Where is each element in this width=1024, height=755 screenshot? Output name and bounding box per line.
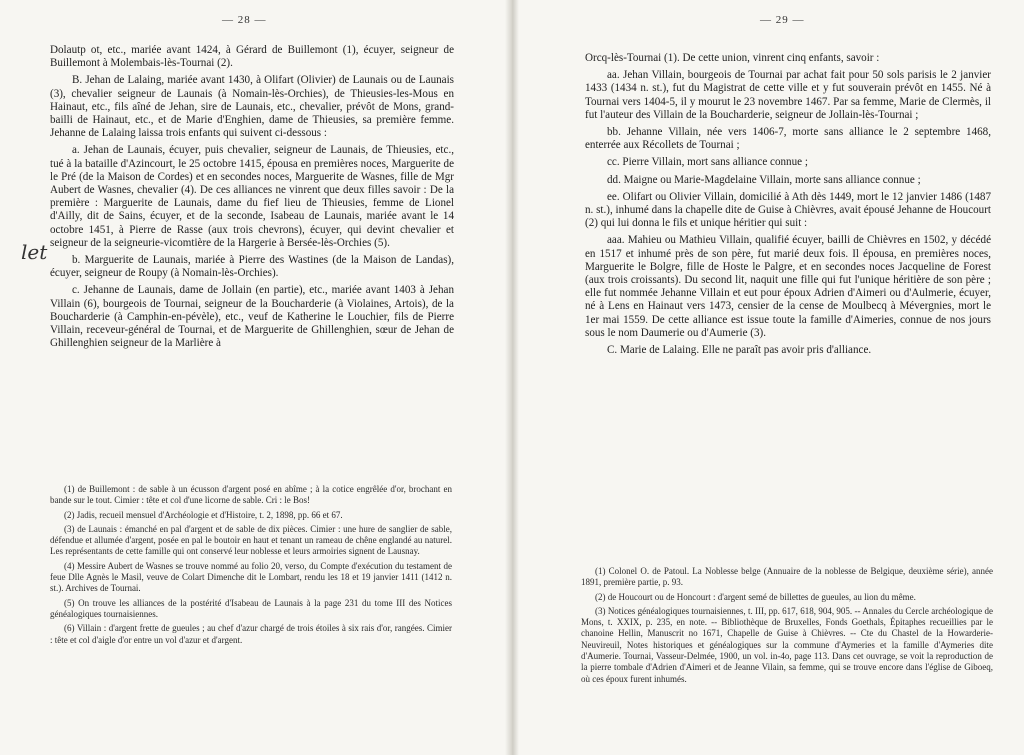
margin-annotation: let	[21, 240, 48, 264]
footnote: (3) de Launais : émanché en pal d'argent et de sable de dix pièces. Cimier : une hure de sanglier de sable, défendue et allumée d'argent, posée en pal le boutoir en haut et tenant un rameau de chêne englandé au naturel. Les représentants de cette famille qui ont conservé leur noblesse et leurs armoiries signent de Lausnay.	[50, 523, 452, 557]
paragraph: dd. Maigne ou Marie-Magdelaine Villain, morte sans alliance connue ;	[607, 173, 921, 186]
paragraph: Dolautp ot, etc., mariée avant 1424, à Gérard de Buillemont (1), écuyer, seigneur de Buillemont à Molembais-lès-Tournai (2).	[50, 44, 454, 70]
paragraph: ee. Olifart ou Olivier Villain, domicilié à Ath dès 1449, mort le 12 janvier 1486 (1487 n. st.), inhumé dans la chapelle dite de Guise à Chièvres, avait épousé Jehanne de Houcourt (2) qui lui donna le fils et unique héritier qui suit :	[585, 190, 991, 230]
right-page	[512, 0, 1024, 755]
footnote: (2) de Houcourt ou de Honcourt : d'argent semé de billettes de gueules, au lion du même.	[595, 591, 916, 602]
main-text	[50, 44, 454, 354]
footnote: (1) de Buillemont : de sable à un écusson d'argent posé en abîme ; à la cotice engrêlée d'or, brochant en bande sur le tout. Cimier : tête et col d'une licorne de sable. Cri : le Bos!	[50, 484, 452, 506]
paragraph: c. Jehanne de Launais, dame de Jollain (en partie), etc., mariée avant 1403 à Jehan Villain (6), bourgeois de Tournai, seigneur de la Boucharderie (à Violaines, Artois), de la Boucharderie (à Camphin-en-pévèle), etc., veuf de Katherine le Louchier, fils de Pierre Villain, receveur-général de Tournai, et de Marguerite de Ghillenghien, sœur de Jehan de Ghillenghien seigneur de la Marlière à	[50, 284, 454, 350]
footnote: (1) Colonel O. de Patoul. La Noblesse belge (Annuaire de la noblesse de Belgique, deuxième série), année 1891, première partie, p. 93.	[581, 566, 993, 588]
paragraph: aaa. Mahieu ou Mathieu Villain, qualifié écuyer, bailli de Chièvres en 1502, y décédé en 1517 et inhumé près de son père, fut marié deux fois. Il épousa, en premières noces, Marguerite le Bolgre, fille de Hoste le Palgre, et en secondes noces Jacqueline de Forest (aux trois croissants). Du second lit, naquit une fille qui fut l'unique héritière de son père ; elle fut nommée Jehanne Villain et eut pour époux Adrien d'Aimeri ou d'Aulmerie, écuyer, né à Lens en Hainaut vers 1473, censier de la cense de Moulbecq à Mévergnies, mort le 1er mai 1559. De cette alliance est issue toute la famille d'Aimeries, connue de nos jours sous le nom Daumerie ou d'Aumerie (3).	[585, 234, 991, 339]
footnotes	[50, 484, 452, 649]
paragraph: cc. Pierre Villain, mort sans alliance connue ;	[607, 156, 808, 169]
main-text	[585, 52, 991, 361]
footnotes	[581, 566, 993, 688]
paragraph: aa. Jehan Villain, bourgeois de Tournai par achat fait pour 50 sols parisis le 2 janvier 1433 (1434 n. st.), fut du Magistrat de cette ville et y fut souverain prévôt en 1455. Né à Tournai vers 1404-5, il y mourut le 23 novembre 1467. Par sa femme, Marie de Clermès, il fut l'auteur des Villain de la Boucharderie, seigneur de Jollain-lès-Tournai ;	[585, 69, 991, 121]
paragraph: b. Marguerite de Launais, mariée à Pierre des Wastines (de la Maison de Landas), écuyer, seigneur de Roupy (à Nomain-lès-Orchies).	[50, 254, 454, 280]
paragraph: C. Marie de Lalaing. Elle ne paraît pas avoir pris d'alliance.	[607, 344, 872, 357]
footnote: (4) Messire Aubert de Wasnes se trouve nommé au folio 20, verso, du Compte d'exécution du testament de feue Dlle Agnès le Masil, veuve de Colart Dimenche dit le Lombart, rendu les 18 et 19 janvier 1411 (1412 n. st.). Archives de Tournai.	[50, 560, 452, 594]
page-number: — 28 —	[222, 14, 267, 26]
footnote: (3) Notices généalogiques tournaisiennes, t. III, pp. 617, 618, 904, 905. -- Annales du Cercle archéologique de Mons, t. XXIX, p. 235, en note. -- Bibliothèque de Bruxelles, Fonds Goethals, Épitaphes recueillies par le chanoine Hellin, Manuscrit no 1671, Chapelle de Guise à Chièvres. -- Cte du Chastel de la Howarderie-Neuvireuil, Notes historiques et généalogiques sur la commune d'Aymeries et la famille d'Aymeries dite d'Aumerie. Tournai, Vasseur-Delmée, 1900, un vol. in-4o, page 113. Dans cet ouvrage, se voit la reproduction de la pierre tombale d'Adrien d'Aimeri et de Jeanne Vilain, sa femme, qui se trouve encore dans l'église de Giboeq, où ces époux furent inhumés.	[581, 605, 993, 684]
paragraph: Orcq-lès-Tournai (1). De cette union, vinrent cinq enfants, savoir :	[585, 52, 880, 64]
paragraph: B. Jehan de Lalaing, mariée avant 1430, à Olifart (Olivier) de Launais ou de Launais (3), chevalier seigneur de Launais (à Nomain-lès-Orchies), de Thieusies-les-Mous en Hainaut, etc., fils aîné de Jehan, sire de Launais, etc., chevalier, prévôt de Mons, grand-bailli de Hainaut, etc., et de Marie d'Enghien, dame de Thieusies, sa première femme. Jehanne de Lalaing laissa trois enfants qui suivent ci-dessous :	[50, 74, 454, 140]
paragraph: a. Jehan de Launais, écuyer, puis chevalier, seigneur de Launais, de Thieusies, etc., tué à la bataille d'Azincourt, le 25 octobre 1415, épousa en premières noces, Marguerite de le Pré (de la Maison de Cordes) et en secondes noces, Marguerite de Wasnes, fille de Mgr Aubert de Wasnes, chevalier (4). De ces alliances ne vinrent que deux filles savoir : De la première : Marguerite de Launais, dame du fief lieu de Thieusies, femme de Lionel d'Ailly, dit de Sains, écuyer, et de la seconde, Isabeau de Launais, mariée avant le 14 octobre 1451, à Pierre de Rasse (aux trois chevrons), écuyer, qui devint chevalier et seigneur de la seigneurie-vicomtière de la Hargerie à Bersée-lès-Orchies (5).	[50, 144, 454, 249]
footnote: (6) Villain : d'argent frette de gueules ; au chef d'azur chargé de trois étoiles à six rais d'or, rangées. Cimier : tête et col d'aigle d'or entre un vol d'azur et d'argent.	[50, 623, 452, 645]
page-number: — 29 —	[760, 14, 805, 26]
footnote: (5) On trouve les alliances de la postérité d'Isabeau de Launais à la page 231 du tome III des Notices généalogiques tournaisiennes.	[50, 597, 452, 619]
footnote: (2) Jadis, recueil mensuel d'Archéologie et d'Histoire, t. 2, 1898, pp. 66 et 67.	[64, 509, 343, 520]
paragraph: bb. Jehanne Villain, née vers 1406-7, morte sans alliance le 2 septembre 1468, enterrée aux Récollets de Tournai ;	[585, 126, 991, 152]
